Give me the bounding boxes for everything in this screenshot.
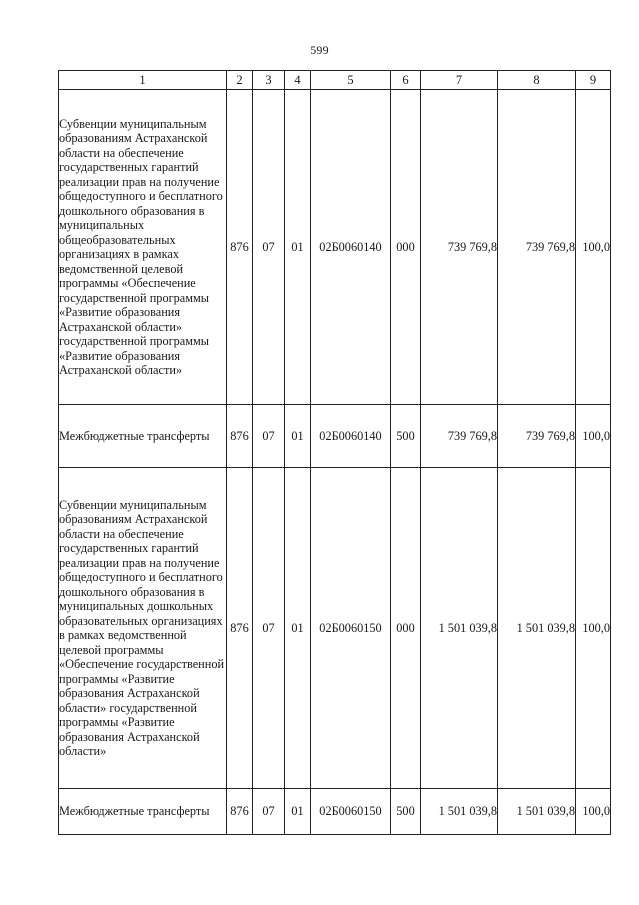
cell-target-article: 02Б0060150: [311, 468, 391, 789]
cell-section: 07: [253, 405, 285, 468]
cell-expense-type: 500: [391, 405, 421, 468]
header-row: [59, 71, 611, 90]
column-header: 5: [311, 71, 391, 90]
cell-subsection: 01: [285, 789, 311, 835]
cell-admin-code: 876: [227, 90, 253, 405]
cell-admin-code: 876: [227, 468, 253, 789]
cell-target-article: 02Б0060150: [311, 789, 391, 835]
cell-expense-type: 500: [391, 789, 421, 835]
cell-amount-planned: 1 501 039,8: [421, 789, 498, 835]
cell-section: 07: [253, 90, 285, 405]
cell-amount-executed: 739 769,8: [498, 90, 576, 405]
cell-percent: 100,0: [576, 90, 611, 405]
cell-amount-planned: 739 769,8: [421, 405, 498, 468]
column-header: 6: [391, 71, 421, 90]
cell-section: 07: [253, 468, 285, 789]
cell-target-article: 02Б0060140: [311, 405, 391, 468]
column-header: 3: [253, 71, 285, 90]
cell-admin-code: 876: [227, 789, 253, 835]
row-name: Межбюджетные трансферты: [59, 405, 227, 468]
column-header: 2: [227, 71, 253, 90]
cell-subsection: 01: [285, 405, 311, 468]
cell-section: 07: [253, 789, 285, 835]
cell-amount-executed: 739 769,8: [498, 405, 576, 468]
row-name: Субвенции муниципальным образованиям Астраханской области на обеспечение государственных гарантий реализации прав на получение общедоступного и бесплатного дошкольного образования в муниципальных дошкольных образовательных организациях в рамках ведомственной целевой программы «Обеспечение государственной программы «Развитие образования Астраханской области» государственной программы «Развитие образования Астраханской области»: [59, 468, 227, 789]
column-header: 9: [576, 71, 611, 90]
column-header: 4: [285, 71, 311, 90]
row-name: Субвенции муниципальным образованиям Астраханской области на обеспечение государственных гарантий реализации прав на получение общедоступного и бесплатного дошкольного образования в муниципальных общеобразовательных организациях в рамках ведомственной целевой программы «Обеспечение государственной программы «Развитие образования Астраханской области» государственной программы «Развитие образования Астраханской области»: [59, 90, 227, 405]
cell-percent: 100,0: [576, 405, 611, 468]
column-header: 1: [59, 71, 227, 90]
cell-amount-planned: 739 769,8: [421, 90, 498, 405]
table-row: [59, 468, 611, 789]
page-number: 599: [310, 43, 329, 57]
cell-expense-type: 000: [391, 90, 421, 405]
column-header: 7: [421, 71, 498, 90]
cell-admin-code: 876: [227, 405, 253, 468]
cell-subsection: 01: [285, 90, 311, 405]
cell-amount-executed: 1 501 039,8: [498, 789, 576, 835]
cell-amount-planned: 1 501 039,8: [421, 468, 498, 789]
column-header: 8: [498, 71, 576, 90]
table-row: [59, 90, 611, 405]
table-row: [59, 405, 611, 468]
table-row: [59, 789, 611, 835]
cell-percent: 100,0: [576, 789, 611, 835]
budget-table: [58, 70, 611, 835]
cell-expense-type: 000: [391, 468, 421, 789]
cell-subsection: 01: [285, 468, 311, 789]
row-name: Межбюджетные трансферты: [59, 789, 227, 835]
cell-amount-executed: 1 501 039,8: [498, 468, 576, 789]
cell-percent: 100,0: [576, 468, 611, 789]
cell-target-article: 02Б0060140: [311, 90, 391, 405]
